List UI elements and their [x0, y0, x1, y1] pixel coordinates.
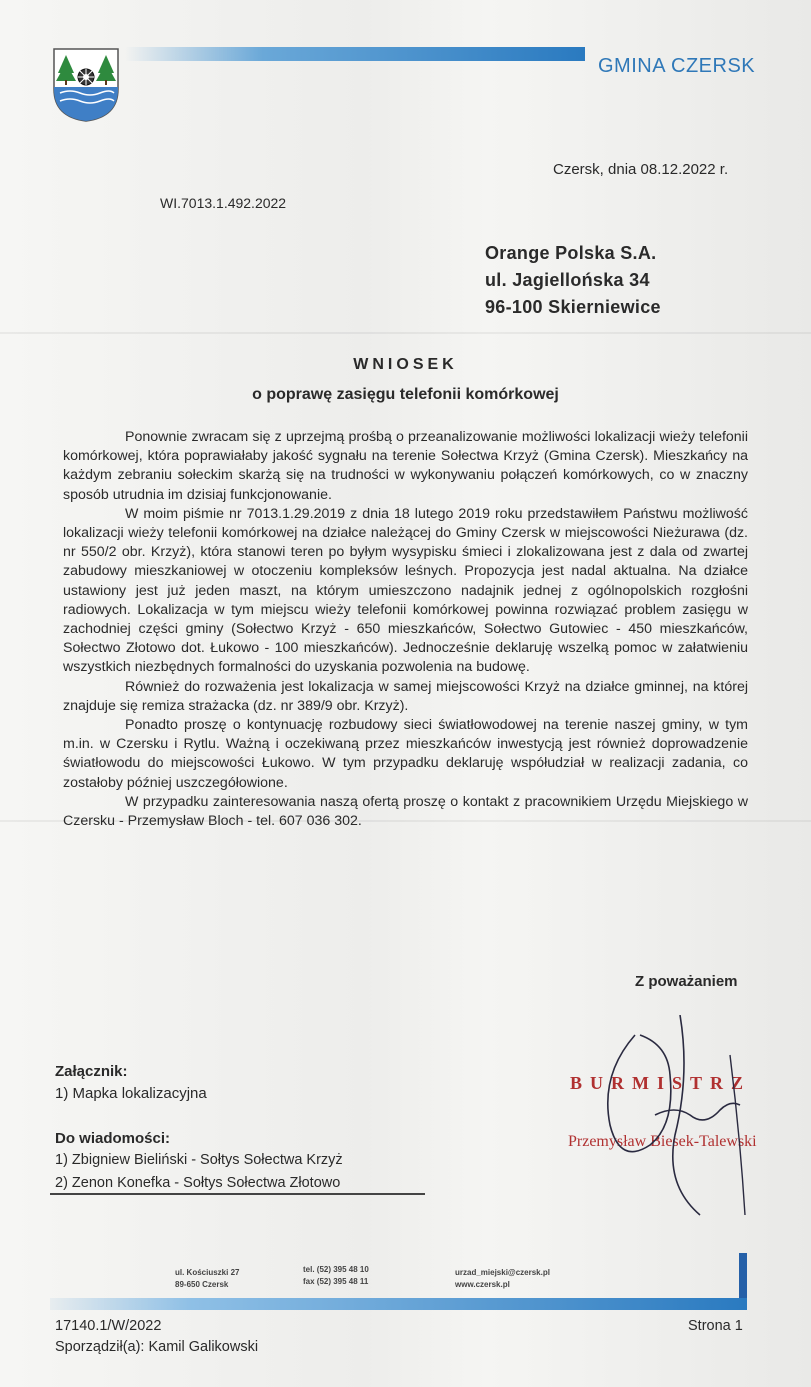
body-paragraph: W moim piśmie nr 7013.1.29.2019 z dnia 18 lutego 2019 roku przedstawiłem Państwu możliwość lokalizacji wieży telefonii komórkowej na działce należącej do Gminy Czersk w miejscowości Nieżurawa (dz. nr 550/2 obr. Krzyż), która stanowi teren po byłym wysypisku śmieci i zlokalizowana jest z dala od zwartej zabudowy mieszkaniowej w otoczeniu kompleksów leśnych. Propozycja jest nadal aktualna. Na działce ustawiony jest już jeden maszt, na którym umieszczono nadajnik jednej z ogólnopolskich rozgłośni radiowych. Lokalizacja w tym miejscu wieży telefonii komórkowej powinna rozwiązać problem zasięgu w zachodniej części gminy (Sołectwo Krzyż - 650 mieszkańców, Sołectwo Gutowiec - 450 mieszkańców, Sołectwo Złotowo dot. Łukowo - 100 mieszkańców). Jednocześnie deklaruję wszelką pomoc w załatwieniu wszystkich niezbędnych formalności do uzyskania pozwolenia na budowę. [63, 505, 748, 676]
body-paragraph: Również do rozważenia jest lokalizacja w samej miejscowości Krzyż na działce gminnej, na której znajduje się remiza strażacka (dz. nr 389/9 obr. Krzyż). [63, 678, 748, 714]
place-date: Czersk, dnia 08.12.2022 r. [553, 161, 729, 178]
prepared-by: Sporządził(a): Kamil Galikowski [55, 1339, 259, 1355]
recipient-line: ul. Jagiellońska 34 [485, 270, 650, 290]
cc-heading: Do wiadomości: [55, 1130, 171, 1147]
footer-address: 89-650 Czersk [175, 1280, 229, 1289]
reference-number: WI.7013.1.492.2022 [160, 195, 287, 211]
letter-title: WNIOSEK [353, 356, 458, 373]
attachments-heading: Załącznik: [55, 1063, 128, 1080]
letter-subtitle: o poprawę zasięgu telefonii komórkowej [252, 386, 559, 403]
footer-accent-bar [50, 1298, 747, 1310]
footer-address: ul. Kościuszki 27 [175, 1268, 240, 1277]
closing-greeting: Z poważaniem [635, 973, 738, 990]
footer-website: www.czersk.pl [455, 1280, 510, 1289]
signature-icon [580, 1015, 780, 1225]
coat-of-arms-icon [52, 47, 120, 123]
body-paragraph: Ponownie zwracam się z uprzejmą prośbą o przeanalizowanie możliwości lokalizacji wieży telefonii komórkowej, która poprawiałaby jakość sygnału na terenie Sołectwa Krzyż (Gmina Czersk). Mieszkańcy na każdym zebraniu sołeckim skarżą się na trudności w wykonywaniu połączeń komórkowych, co w znaczny sposób utrudnia im dzisiaj funkcjonowanie. [63, 429, 748, 503]
document-identifier: 17140.1/W/2022 [55, 1318, 162, 1334]
body-paragraph: W przypadku zainteresowania naszą ofertą proszę o kontakt z pracownikiem Urzędu Miejskiego w Czersku - Przemysław Bloch - tel. 607 036 302. [63, 793, 748, 830]
attachment-item: 1) Mapka lokalizacyjna [55, 1085, 207, 1102]
footer-phone: tel. (52) 395 48 10 [303, 1265, 369, 1274]
divider [50, 1193, 425, 1195]
recipient-line: 96-100 Skierniewice [485, 297, 661, 317]
letter-body [63, 428, 748, 831]
cc-item: 1) Zbigniew Bieliński - Sołtys Sołectwa Krzyż [55, 1152, 343, 1168]
cc-item: 2) Zenon Konefka - Sołtys Sołectwa Złotowo [55, 1175, 341, 1191]
stamp-title: BURMISTRZ [570, 1073, 752, 1093]
municipality-name: GMINA CZERSK [598, 55, 756, 77]
recipient-line: Orange Polska S.A. [485, 243, 657, 263]
page-number: Strona 1 [688, 1318, 743, 1334]
paper-fold [0, 332, 811, 334]
footer-email: urzad_miejski@czersk.pl [455, 1268, 550, 1277]
header-accent-bar [125, 47, 585, 61]
stamp-name: Przemysław Biesek-Talewski [568, 1133, 757, 1150]
footer-fax: fax (52) 395 48 11 [303, 1277, 369, 1286]
body-paragraph: Ponadto proszę o kontynuację rozbudowy sieci światłowodowej na terenie naszej gminy, w tym m.in. w Czersku i Rytlu. Ważną i oczekiwaną przez mieszkańców inwestycją jest również doprowadzenie światłowodu do miejscowości Łukowo. W tym przypadku deklaruję współudział w realizacji zadania, co zostałoby później uszczegółowione. [63, 717, 748, 791]
recipient-address [485, 240, 661, 321]
